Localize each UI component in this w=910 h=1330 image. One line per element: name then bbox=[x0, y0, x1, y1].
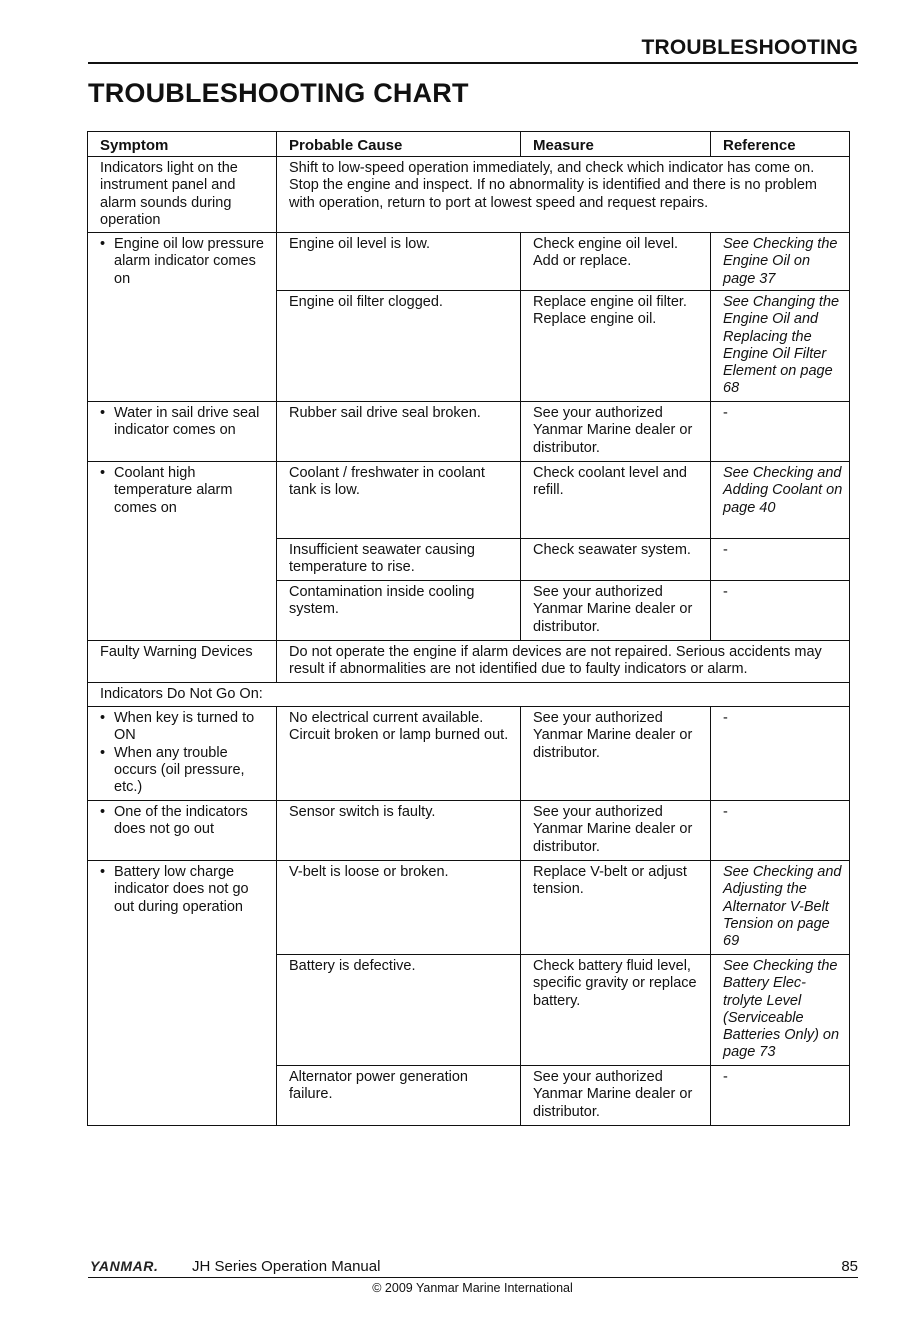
reference-cell: See Checking and Adding Coolant on page 40 bbox=[711, 462, 850, 539]
symptom-item: • When any trouble occurs (oil pressure, etc.) bbox=[114, 745, 270, 797]
measure-cell: See your authorized Yanmar Marine dealer or distributor. bbox=[521, 1066, 711, 1126]
column-header-reference: Reference bbox=[711, 132, 850, 157]
reference-cell: - bbox=[711, 581, 850, 641]
cause-cell: Battery is defective. bbox=[277, 955, 521, 1066]
header-rule bbox=[88, 62, 858, 64]
symptom-item: • Water in sail drive seal indicator comes on bbox=[114, 405, 270, 439]
table-row bbox=[88, 801, 850, 861]
cause-cell: Engine oil filter clogged. bbox=[277, 291, 521, 402]
manual-title: JH Series Operation Manual bbox=[192, 1258, 381, 1275]
measure-cell: See your authorized Yanmar Marine dealer or distributor. bbox=[521, 402, 711, 462]
table-row bbox=[88, 641, 850, 683]
cause-cell: Alternator power generation failure. bbox=[277, 1066, 521, 1126]
symptom-item: • Coolant high temperature alarm comes on bbox=[114, 465, 270, 517]
table-row bbox=[88, 462, 850, 539]
section-header: TROUBLESHOOTING bbox=[641, 36, 858, 59]
reference-cell: - bbox=[711, 402, 850, 462]
reference-cell: See Changing the Engine Oil and Replacing the Engine Oil Filter Element on page 68 bbox=[711, 291, 850, 402]
reference-cell: - bbox=[711, 707, 850, 801]
symptom-cell bbox=[88, 402, 277, 462]
symptom-cell: Faulty Warning Devices bbox=[88, 641, 277, 683]
symptom-item: • When key is turned to ON bbox=[114, 710, 270, 744]
note-cell: Shift to low-speed operation immediately, and check which indicator has come on. Stop the engine and inspect. If no abnormality is identified and there is no problem with operation, return to port at lowest speed and request repairs. bbox=[277, 157, 850, 233]
troubleshooting-table bbox=[87, 131, 850, 1126]
reference-cell: See Checking and Adjusting the Alternator V-Belt Tension on page 69 bbox=[711, 861, 850, 955]
column-header-cause: Probable Cause bbox=[277, 132, 521, 157]
reference-cell: - bbox=[711, 801, 850, 861]
symptom-cell bbox=[88, 462, 277, 641]
measure-cell: Check seawater system. bbox=[521, 539, 711, 581]
note-cell: Do not operate the engine if alarm devices are not repaired. Serious accidents may result if abnormalities are not identified due to faulty indicators or alarm. bbox=[277, 641, 850, 683]
cause-cell: Contamination inside cooling system. bbox=[277, 581, 521, 641]
symptom-item: • Engine oil low pressure alarm indicator comes on bbox=[114, 236, 270, 288]
page-title: TROUBLESHOOTING CHART bbox=[88, 78, 469, 108]
footer-rule bbox=[88, 1277, 858, 1278]
copyright-notice: © 2009 Yanmar Marine International bbox=[372, 1281, 573, 1295]
symptom-cell bbox=[88, 233, 277, 402]
table-row bbox=[88, 861, 850, 955]
measure-cell: Check engine oil level. Add or replace. bbox=[521, 233, 711, 291]
column-header-measure: Measure bbox=[521, 132, 711, 157]
cause-cell: Insufficient seawater causing temperature to rise. bbox=[277, 539, 521, 581]
yanmar-logo: YANMAR. bbox=[90, 1258, 159, 1274]
symptom-cell bbox=[88, 861, 277, 1126]
reference-cell: - bbox=[711, 539, 850, 581]
measure-cell: Replace engine oil filter. Replace engine oil. bbox=[521, 291, 711, 402]
section-heading-cell: Indicators Do Not Go On: bbox=[88, 683, 850, 707]
table-row bbox=[88, 402, 850, 462]
reference-cell: See Checking the Engine Oil on page 37 bbox=[711, 233, 850, 291]
symptom-item: • Battery low charge indicator does not go out during operation bbox=[114, 864, 270, 916]
symptom-cell: Indicators light on the instrument panel and alarm sounds during operation bbox=[88, 157, 277, 233]
reference-cell: - bbox=[711, 1066, 850, 1126]
cause-cell: Coolant / freshwater in coolant tank is low. bbox=[277, 462, 521, 539]
reference-cell: See Checking the Battery Elec-trolyte Level (Serviceable Batteries Only) on page 73 bbox=[711, 955, 850, 1066]
cause-cell: No electrical current available. Circuit broken or lamp burned out. bbox=[277, 707, 521, 801]
symptom-cell bbox=[88, 707, 277, 801]
cause-cell: Rubber sail drive seal broken. bbox=[277, 402, 521, 462]
symptom-cell bbox=[88, 801, 277, 861]
measure-cell: Check battery fluid level, specific gravity or replace battery. bbox=[521, 955, 711, 1066]
page-number: 85 bbox=[841, 1258, 858, 1275]
table-header-row bbox=[88, 132, 850, 157]
cause-cell: V-belt is loose or broken. bbox=[277, 861, 521, 955]
measure-cell: See your authorized Yanmar Marine dealer or distributor. bbox=[521, 707, 711, 801]
symptom-item: • One of the indicators does not go out bbox=[114, 804, 270, 838]
table-row bbox=[88, 157, 850, 233]
table-row bbox=[88, 707, 850, 801]
measure-cell: Replace V-belt or adjust tension. bbox=[521, 861, 711, 955]
table-row bbox=[88, 683, 850, 707]
cause-cell: Engine oil level is low. bbox=[277, 233, 521, 291]
cause-cell: Sensor switch is faulty. bbox=[277, 801, 521, 861]
measure-cell: See your authorized Yanmar Marine dealer or distributor. bbox=[521, 581, 711, 641]
table-row bbox=[88, 233, 850, 291]
column-header-symptom: Symptom bbox=[88, 132, 277, 157]
measure-cell: Check coolant level and refill. bbox=[521, 462, 711, 539]
measure-cell: See your authorized Yanmar Marine dealer or distributor. bbox=[521, 801, 711, 861]
